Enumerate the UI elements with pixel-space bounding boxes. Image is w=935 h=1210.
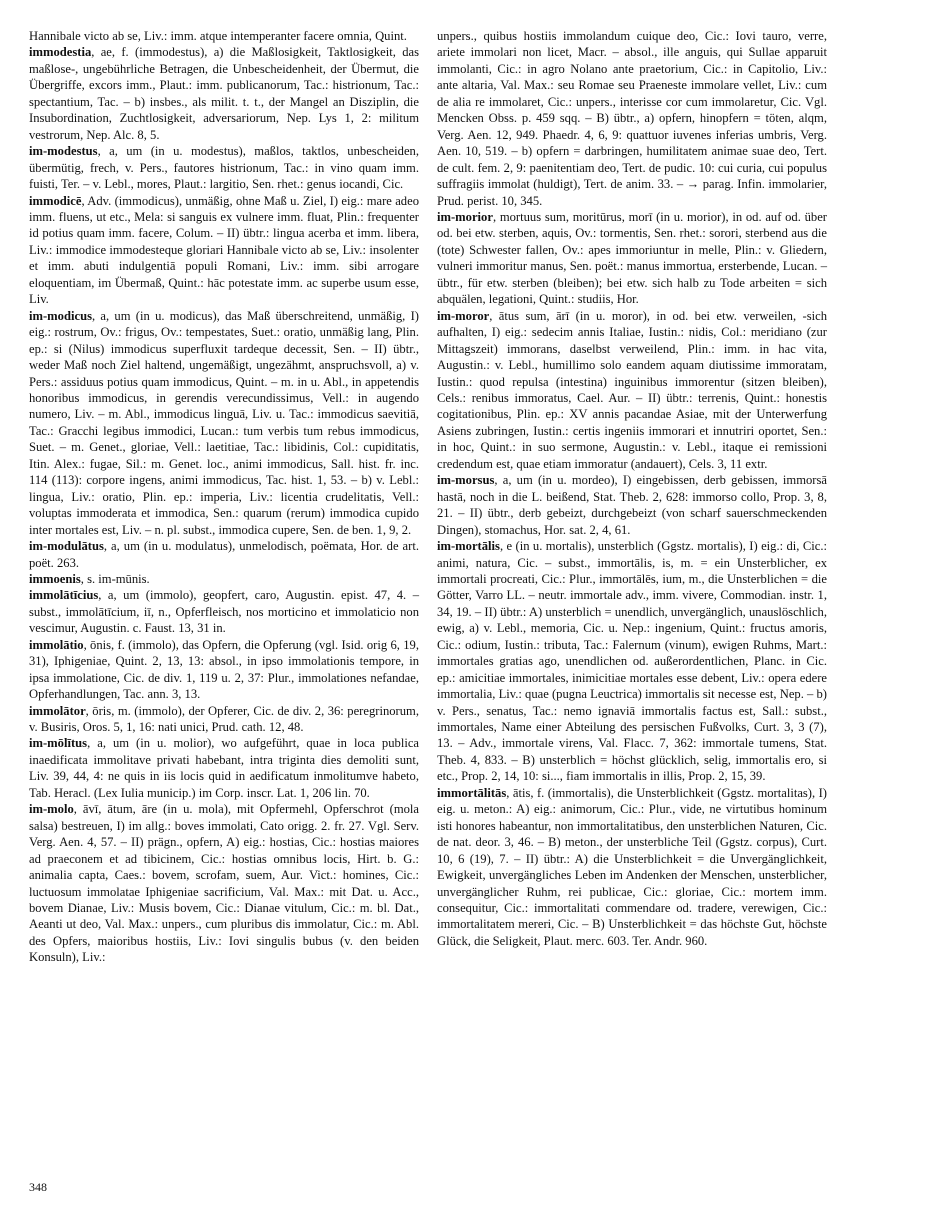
entry-headword: im-molo [29,802,74,817]
dictionary-entry [437,28,827,209]
entry-headword: im-modestus [29,144,98,159]
dictionary-entry [29,587,419,636]
entry-headword: immolātor [29,703,86,718]
entry-text: , a, um (in u. modicus), das Maß überschreitend, unmäßig, I) eig.: rostrum, Ov.: frigus, Ov.: tempestates, Suet.: oratio, unmäßig lang, Plin. ep.: si (Nilus) immodicus superfluxit tardeque decessit, Sen. – II) übtr., weder Maß noch Ziel haltend, ungemäßigt, ungezähmt, anspruchsvoll, a) v. Pers.: assiduus potius quam immodicus, Quint. – m. in u. Abl., in appetendis honoribus immodicus, in gerendis verecundissimus, Vell.: in augendo numero, Liv. – m. Abl., immodicus linguā, Liv. u. Tac.: immodicus saevitiā, Tac.: Gracchi legibus immodici, Lucan.: tum verbis tum rebus immodicus, Suet. – m. Genet., gloriae, Vell.: laetitiae, Tac.: libidinis, Col.: cupiditatis, Itin. Alex.: fugae, Sil.: m. Genet. loc., animi immodicus, Sall. hist. fr. inc. 114 (113): corpore ingens, animi immodicus, Tac. hist. 1, 53. – b) v. Lebl.: lingua, Liv.: oratio, Plin. ep.: imperia, Liv.: licentia crudelitatis, Vell.: voluptas immoderata et immodica, Sen.: quarum (rerum) immodica cupido inter mortales est, Liv. – n. pl. subst., immodica cupere, Sen. de ben. 1, 9, 2. [29,308,419,537]
entry-headword: immodicē [29,193,82,208]
dictionary-entry [437,209,827,308]
entry-headword: immodestia [29,45,92,60]
dictionary-entry [29,28,419,44]
left-column [29,28,419,966]
dictionary-entry [29,801,419,966]
entry-headword: im-morsus [437,473,495,488]
dictionary-entry [437,785,827,950]
dictionary-entry [29,703,419,736]
entry-headword: im-mōlītus [29,736,88,751]
dictionary-entry [29,44,419,143]
entry-text: , a, um (immolo), geopfert, caro, Augustin. epist. 47, 4. – subst., immolātīcium, iī, n., Opferfleisch, nos morticino et immolaticio non vescimur, Augustin. c. Faust. 13, 31 in. [29,588,419,636]
entry-text: , mortuus sum, moritūrus, morī (in u. morior), in od. auf od. über od. bei etw. sterben, aquis, Ov.: tormentis, Sen. rhet.: sorori, sterbend aus die (tote) Schwester fallen, Ov.: apes immoriuntur in melle, Plin.: v. Gliedern, vulneri immoritur manus, Sen. poët.: manus immortua, ersterbende, Lucan. – übtr., für etw. sterben (bleiben); bei etw. sich halb zu Tode arbeiten = sich abquälen, legationi, Quint.: studiis, Hor. [437,209,827,307]
dictionary-entry [29,637,419,703]
dictionary-entry [29,143,419,192]
entry-headword: im-modicus [29,308,92,323]
dictionary-entry [29,538,419,571]
entry-text: , Adv. (immodicus), unmäßig, ohne Maß u. Ziel, I) eig.: mare adeo imm. fluens, ut etc., Mela: si sanguis ex vulnere imm. fluat, Plin.: frequenter id potius quam imm. facere, Colum. – II) übtr.: lingua acerba et imm. libera, Liv.: immodice immodesteque gloriari Hannibale victo ab se, Liv.: insolenter et imm. abuti indulgentiā populi Romani, Liv.: imm. sibi arrogare eloquentiam, im Übermaß, Quint.: hāc potestate imm. ac superbe usum esse, Liv. [29,193,419,307]
entry-text: , a, um (in u. molior), wo aufgeführt, quae in loca publica inaedificata immolitave privati habebant, intra triginta dies demoliti sunt, Liv. 39, 44, 4: ne quis in iis locis quid in aedificatum inmolitumve habeto, Tab. Heracl. (Lex Iulia municip.) im Corp. inscr. Lat. 1, 206 lin. 70. [29,736,419,800]
entry-headword: immortālitās [437,785,507,800]
entry-headword: immolātio [29,637,84,652]
entry-headword: im-morior [437,209,493,224]
entry-text: , ātis, f. (immortalis), die Unsterblichkeit (Ggstz. mortalitas), I) eig. u. meton.: A) eig.: animorum, Cic.: Plur., vide, ne virtutibus hominum isti honores habeantur, non immortalitatibus, den unsterblichen Naturen, Cic. de nat. deor. 3, 46. – B) meton., der unsterbliche Teil (Ggstz. corpus), Curt. 10, 6 (19), 7. – II) übtr.: A) die Unsterblichkeit = die Unvergänglichkeit, Ewigkeit, unvergängliches Leben im Andenken der Menschen, unsterblicher, unvergänglicher Ruhm, rei publicae, Cic.: gloriae, Cic.: mortem imm. consequitur, Cic.: immortalitati commendare od. tradere, verewigen, Cic.: immortalitatem mereri, Cic. – B) Unsterblichkeit = das höchste Gut, höchste Glück, die Seligkeit, Plaut. merc. 603. Ter. Andr. 960. [437,785,827,948]
dictionary-entry [437,308,827,473]
dictionary-entry [437,538,827,785]
dictionary-entry [29,571,419,587]
entry-text: , ōnis, f. (immolo), das Opfern, die Opferung (vgl. Isid. orig 6, 19, 31), Iphigeniae, Quint. 2, 13, 13: absol., in ipso immolationis tempore, in ipsa immolatione, Cic. de div. 1, 119 u. 2, 37: Plur., immolationes nefandae, Opferhandlungen, Tac. ann. 3, 13. [29,637,419,702]
dictionary-entry [29,735,419,801]
entry-text: , ōris, m. (immolo), der Opferer, Cic. de div. 2, 36: peregrinorum, v. Busiris, Oros. 5, 1, 16: nati unici, Prud. cath. 12, 48. [29,703,419,735]
entry-text: , a, um (in u. modestus), maßlos, taktlos, unbescheiden, übermütig, frech, v. Pers., fautores histrionum, Tac.: in vino quam imm. fuisti, Ter. – v. Lebl., mores, Plaut.: largitio, Sen. rhet.: genus iocandi, Cic. [29,144,419,192]
entry-headword: immolātīcius [29,588,99,603]
entry-text: unpers., quibus hostiis immolandum cuique deo, Cic.: Iovi tauro, verre, ariete immolari non licet, Macr. – absol., ille anguis, qui Sullae apparuit immolanti, Cic.: in agro Nolano ante praetorium, Cic.: in Capitolio, Liv.: ante altaria, Val. Max.: seu Romae seu Praeneste immolare vellet, Liv.: cum de alia re immolaret, Cic.: unpers., interisse cor cum immolaretur, Cic. Vgl. Mencken Obss. p. 459 sqq. – B) übtr., a) opfern, hinopfern = töten, alqm, Verg. Aen. 12, 949. Phaedr. 4, 6, 9: quattuor iuvenes inferias umbris, Verg. Aen. 10, 519. – b) opfern = darbringen, humilitatem animae suae deo, Tert. de cult. fem. 2, 9: paenitentiam deo, Tert. de pudic. 10: cui curia, cui populus suffragiis immolat (huldigt), Tert. de anim. 33. – → parag. Infin. immolarier, Prud. perist. 10, 345. [437,29,827,208]
entry-text: , a, um (in u. modulatus), unmelodisch, poëmata, Hor. de art. poët. 263. [29,539,419,570]
entry-headword: im-mortālis [437,539,500,554]
right-column [437,28,827,949]
entry-text: , e (in u. mortalis), unsterblich (Ggstz. mortalis), I) eig.: di, Cic.: animi, natura, Cic. – subst., immortālis, is, m. = ein Unsterblicher, ex immortali procreati, Cic.: Plur., immortālēs, ium, m., die Unsterblichen = die Götter, Varro LL. – neutr. immortale adv., imm. vivere, Commodian. instr. 1, 34, 19. – II) übtr.: A) unsterblich = unendlich, unvergänglich, unauslöschlich, ewig, a) v. Lebl., memoria, Cic. u. Nep.: ingenium, Quint.: fructus amoris, Cic.: odium, Iustin.: tributa, Tac.: Falernum (vinum), ewigen Ruhms, Mart.: immortales gratias ago, unendlichen od. außerordentlichen, Planc. in Cic. ep.: amicitiae immortales, inimicitiae mortales esse debent, Liv.: opera edere immortalia, Liv.: quae (pugna Leuctrica) immortalis sit necesse est, Nep. – b) v. Pers., senatus, Tac.: nemo ignaviā immortalis factus est, Sall.: subst., immortales, Name einer Abteilung des persischen Fußvolks, Curt. 3, 3 (7), 13. – Adv., immortale virens, Val. Flacc. 7, 362: immortale tumens, Stat. Theb. 4, 833. – B) unsterblich = höchst glücklich, selig, immortalis ero, si etc., Prop. 2, 14, 10: si..., fiam immortalis in illis, Prop. 2, 15, 39. [437,539,827,784]
dictionary-entry [29,193,419,308]
dictionary-entry [29,308,419,538]
entry-text: , s. im-mūnis. [80,571,150,586]
entry-headword: immoenis [29,571,81,586]
entry-text: Hannibale victo ab se, Liv.: imm. atque intemperanter facere omnia, Quint. [29,29,407,43]
entry-headword: im-moror [437,308,490,323]
entry-text: , a, um (in u. mordeo), I) eingebissen, derb gebissen, immorsā hastā, noch in die L. beißend, Stat. Theb. 2, 628: immorso collo, Prop. 3, 8, 21. – II) übtr., derb gebeizt, durchgebeizt (von scharf sauerschmeckenden Dingen), stomachus, Hor. sat. 2, 4, 61. [437,473,827,537]
page-number: 348 [29,1180,47,1194]
dictionary-entry [437,472,827,538]
entry-headword: im-modulātus [29,539,104,554]
entry-text: , ātus sum, ārī (in u. moror), in od. bei etw. verweilen, -sich aufhalten, I) eig.: sedecim annis Italiae, Iustin.: nidis, Col.: meridiano (zur Mittagszeit) immorans, daselbst verweilend, Plin.: imm. in hac vita, Augustin.: v. Lebl., humillimo solo eandem aquam diutissime immoratam, Iustin.: quod repulsa (intestina) inguinibus immorentur (sitzen bleiben), Cels.: renibus immoratus, Cael. Aur. – II) übtr.: terrenis, Quint.: honestis cogitationibus, Plin. ep.: XV annis pacandae Asiae, mit der Unterwerfung Asiens zubringen, Iustin.: certis ingeniis immorari et innutriri oportet, Sen.: in hoc, Quint.: in suo sermone, Augustin.: v. Lebl., itaque ei remissioni credendum est, quae etiam immoratur (andauert), Cels. 3, 11 extr. [437,308,827,471]
entry-text: , ae, f. (immodestus), a) die Maßlosigkeit, Taktlosigkeit, das maßlose-, ungebührliche Betragen, die Unbescheidenheit, der Übermut, die Übergriffe, excors imm., Plaut.: imm. publicanorum, Tac.: histrionum, Tac.: spectantium, Tac. – b) insbes., als milit. t. t., der Mangel an Disziplin, die Insubordination, Zuchtlosigkeit, adversariorum, Nep. Lys 1, 2: militum vestrorum, Nep. Alc. 8, 5. [29,45,419,142]
entry-text: , āvī, ātum, āre (in u. mola), mit Opfermehl, Opferschrot (mola salsa) bestreuen, I) im allg.: boves immolati, Cato origg. 2. fr. 27. Vgl. Serv. Verg. Aen. 4, 57. – II) prägn., opfern, A) eig.: hostias, Cic.: hostias maiores ad praeconem et ad tibicinem, Cic.: hostias omnibus locis, Hirt. b. G.: animalia capta, Caes.: bovem, scrofam, suem, Aur. Vict.: homines, Cic.: luctuosum immolatae Iphigeniae sacrificium, Val. Max.: mit Dat. u. Acc., bovem Dianae, Liv.: Musis bovem, Cic.: Dianae vitulum, Cic.: m. bl. Dat., Aeanti ut deo, Val. Max.: unpers., cum pluribus dis immolatur, Cic.: m. Abl. des Opfers, maioribus hostiis, Liv.: Iovi singulis bubus (v. den beiden Konsuln), Liv.: [29,802,419,965]
